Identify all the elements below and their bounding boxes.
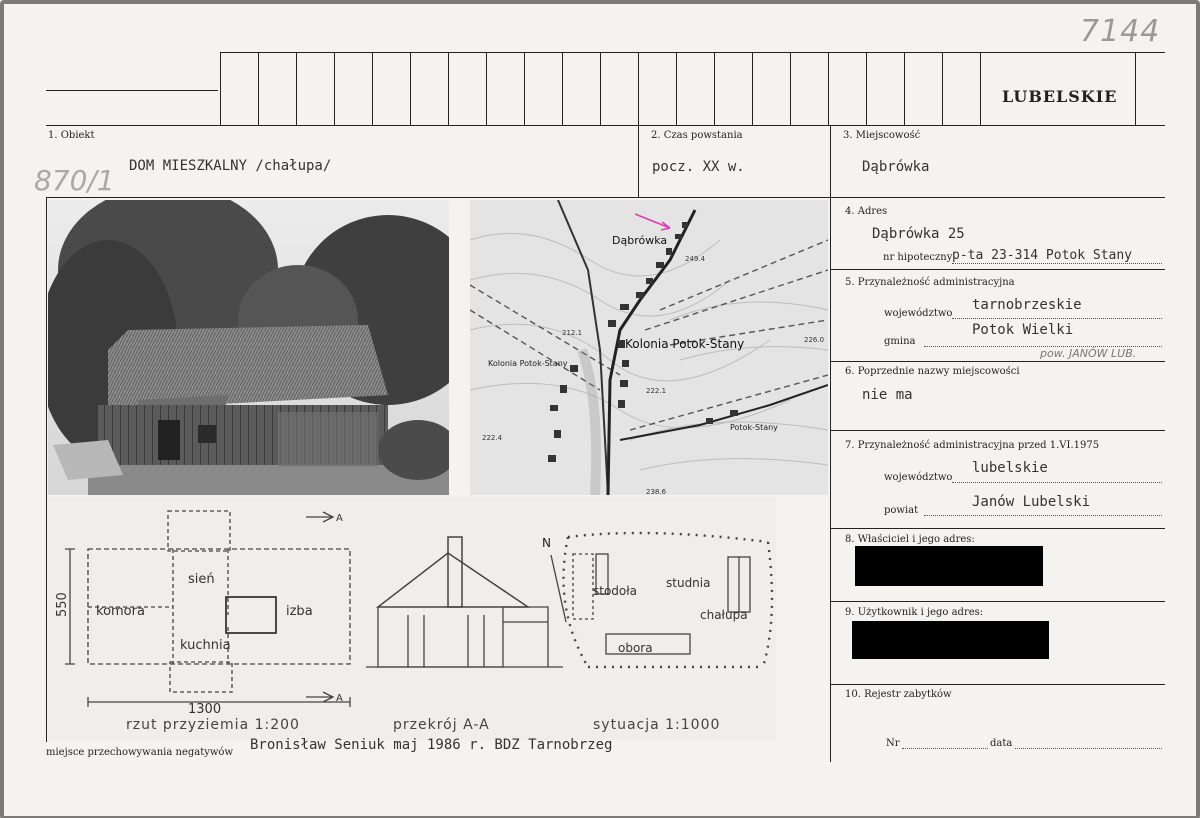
left-column-line [46, 197, 47, 742]
header-cell-line [904, 52, 905, 125]
header-cell-line [296, 52, 297, 125]
header-cell-line [980, 52, 981, 125]
row1-bottom-line [46, 197, 1165, 198]
value-powiat-7: Janów Lubelski [972, 494, 1091, 510]
label-rejestr-data: data [990, 738, 1013, 749]
map-label-village: Dąbrówka [612, 234, 668, 247]
map-elev-3: 226.0 [804, 336, 825, 344]
field-value-negatywy: Bronisław Seniuk maj 1986 r. BDZ Tarnobrzeg [250, 737, 613, 753]
map-elev-6: 238.6 [646, 488, 667, 495]
rejestr-data-dotted-line [1015, 748, 1162, 749]
header-cell-line [790, 52, 791, 125]
house-photo [48, 200, 449, 495]
field-label-obiekt: 1. Obiekt [48, 130, 95, 141]
value-gmina-5: Potok Wielki [972, 322, 1074, 338]
header-cell-line [372, 52, 373, 125]
right-column-line [830, 197, 831, 762]
field-label-negatywy: miejsce przechowywania negatywów [46, 747, 233, 758]
powiat-7-dotted-line [924, 515, 1162, 516]
sep-5 [830, 361, 1165, 362]
section-mark-top: A [336, 513, 343, 524]
section-caption: przekrój A-A [393, 717, 490, 733]
row1-divider-1 [638, 125, 639, 197]
header-cell-line [258, 52, 259, 125]
section-mark-bottom: A [336, 693, 343, 704]
field-label-uzytkownik: 9. Użytkownik i jego adres: [845, 607, 984, 618]
header-cell-line [524, 52, 525, 125]
field-value-poprzednie: nie ma [862, 387, 913, 403]
map-label-kolonia-small: Kolonia Potok-Stany [488, 359, 568, 368]
redacted-user [852, 621, 1049, 659]
plan-dim-horizontal: 1300 [188, 702, 222, 717]
field-value-adres: Dąbrówka 25 [872, 226, 965, 242]
map-label-potok: Potok-Stany [730, 423, 778, 432]
room-komora: komora [96, 604, 145, 619]
sep-9 [830, 684, 1165, 685]
site-label-chalupa: chałupa [700, 608, 748, 622]
map-elev-2: 212.1 [562, 329, 583, 337]
site-label-obora: obora [618, 641, 653, 655]
label-gmina-5: gmina [884, 336, 916, 347]
header-cell-line [220, 52, 221, 125]
header-cell-line [942, 52, 943, 125]
field-label-przynaleznosc-przed: 7. Przynależność administracyjna przed 1.VI.1975 [845, 440, 1100, 451]
location-map-image [470, 200, 828, 495]
field-label-wlasciciel: 8. Właściciel i jego adres: [845, 534, 975, 545]
label-rejestr-nr: Nr [886, 738, 900, 749]
sep-8 [830, 601, 1165, 602]
field-value-czas: pocz. XX w. [652, 159, 745, 175]
wojewodztwo-7-dotted-line [952, 482, 1162, 483]
header-cell-line [638, 52, 639, 125]
region-title: LUBELSKIE [1002, 87, 1118, 106]
redacted-owner [855, 546, 1043, 586]
header-cell-line [562, 52, 563, 125]
room-sien: sień [188, 572, 215, 587]
field-label-adres: 4. Adres [845, 206, 888, 217]
value-wojewodztwo-5: tarnobrzeskie [972, 297, 1082, 313]
header-left-line [46, 90, 218, 91]
field-value-obiekt: DOM MIESZKALNY /chałupa/ [129, 158, 332, 174]
sep-4 [830, 269, 1165, 270]
site-label-studnia: studnia [666, 576, 711, 590]
map-elev-5: 222.4 [482, 434, 503, 442]
room-kuchnia: kuchnia [180, 638, 231, 653]
inventory-mark: 870/1 [34, 164, 115, 197]
row1-divider-2 [830, 125, 831, 197]
plan-caption: rzut przyziemia 1:200 [126, 717, 300, 733]
map-elev-1: 249.4 [685, 255, 706, 263]
rejestr-nr-dotted-line [902, 748, 988, 749]
sep-6 [830, 430, 1165, 431]
header-cell-line [714, 52, 715, 125]
header-cell-line [334, 52, 335, 125]
sep-7 [830, 528, 1165, 529]
house-photo-image [48, 200, 449, 495]
field-label-przynaleznosc: 5. Przynależność administracyjna [845, 277, 1015, 288]
field-label-rejestr: 10. Rejestr zabytków [845, 689, 952, 700]
header-cell-line [410, 52, 411, 125]
field-label-poprzednie: 6. Poprzednie nazwy miejscowości [845, 366, 1020, 377]
header-cell-line [600, 52, 601, 125]
header-cell-line [448, 52, 449, 125]
map-label-kolonia: Kolonia Potok-Stany [625, 337, 745, 351]
header-cell-line [486, 52, 487, 125]
label-powiat-7: powiat [884, 505, 919, 516]
header-cell-line [828, 52, 829, 125]
field-label-miejscowosc: 3. Miejscowość [843, 130, 921, 141]
site-caption: sytuacja 1:1000 [593, 717, 721, 733]
label-wojewodztwo-5: województwo [884, 308, 953, 319]
room-izba: izba [286, 604, 313, 619]
field-value-miejscowosc: Dąbrówka [862, 159, 930, 175]
handwritten-powiat-note: pow. JANÓW LUB. [1040, 347, 1137, 360]
site-north: N [542, 536, 551, 550]
header-cell-line [866, 52, 867, 125]
field-label-czas: 2. Czas powstania [651, 130, 743, 141]
handwritten-number: 7144 [1080, 14, 1161, 49]
label-wojewodztwo-7: województwo [884, 472, 953, 483]
architectural-drawings-image [48, 497, 776, 740]
value-wojewodztwo-7: lubelskie [972, 460, 1048, 476]
location-map [470, 200, 828, 495]
plan-dim-vertical: 550 [55, 592, 70, 617]
header-bottom-line [46, 125, 1165, 126]
site-label-stodola: stodoła [593, 584, 638, 598]
field-value-hipoteczny: p-ta 23-314 Potok Stany [952, 248, 1133, 263]
header-cell-line [752, 52, 753, 125]
field-label-hipoteczny: nr hipoteczny [883, 252, 953, 263]
wojewodztwo-5-dotted-line [952, 318, 1162, 319]
architectural-drawings [48, 497, 776, 740]
header-top-line [220, 52, 1165, 53]
map-elev-4: 222.1 [646, 387, 667, 395]
header-cell-line [676, 52, 677, 125]
header-cell-line [1135, 52, 1136, 125]
